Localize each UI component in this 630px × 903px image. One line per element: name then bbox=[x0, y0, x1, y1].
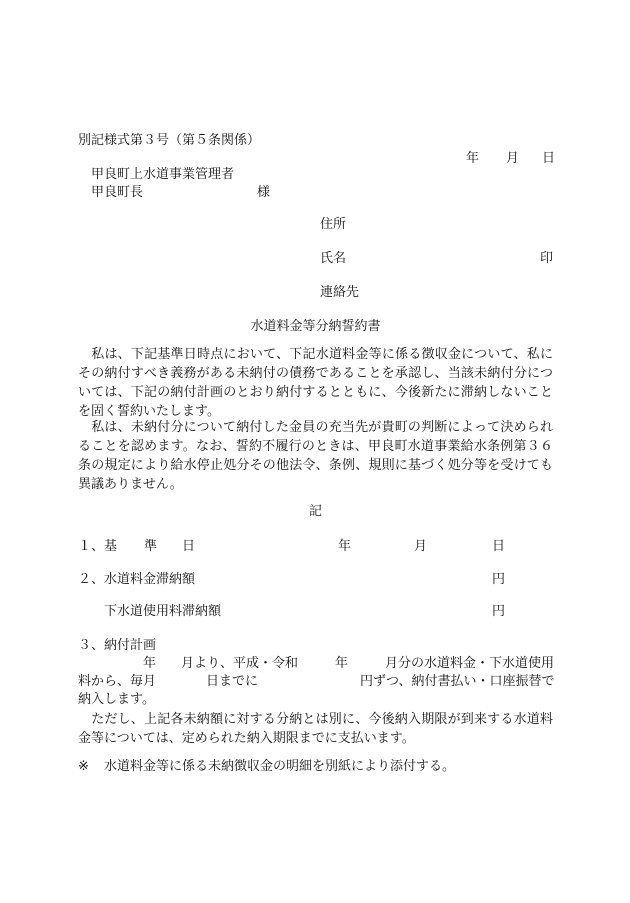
item2b-label: 下水道使用料滞納額 bbox=[104, 604, 222, 619]
item3-number: ３、 bbox=[78, 638, 105, 653]
footnote-text: 水道料金等に係る未納徴収金の明細を別紙により添付する。 bbox=[104, 759, 456, 774]
date-day-label: 日 bbox=[542, 151, 556, 166]
item1-month-label: 月 bbox=[414, 539, 428, 554]
seal-label: 印 bbox=[540, 251, 554, 266]
addressee-line1: 甲良町上水道事業管理者 bbox=[91, 167, 235, 182]
plan-line2-head: 料から、毎月 bbox=[78, 674, 157, 689]
document-title: 水道料金等分納誓約書 bbox=[250, 319, 381, 334]
item3-label: 納付計画 bbox=[104, 638, 157, 653]
item1-label-char3: 日 bbox=[182, 539, 196, 554]
body-paragraph-1: 私は、下記基準日時点において、下記水道料金等に係る徴収金について、私にその納付すべき義務がある未納付の債務であることを承認し、当該未納付分については、下記の納付計画のとおり納付するとともに、今後新たに滞納しないことを固く誓約いたします。 bbox=[78, 347, 553, 419]
ki-heading: 記 bbox=[308, 504, 322, 519]
form-number: 別記様式第３号（第５条関係） bbox=[78, 133, 261, 148]
plan-line3: 納入します。 bbox=[78, 692, 155, 707]
plan-line1-month-from: 月より、平成・令和 bbox=[181, 656, 299, 671]
date-month-label: 月 bbox=[506, 151, 520, 166]
plan-line1-tail: 月分の水道料金・下水道使用 bbox=[385, 656, 555, 671]
name-label: 氏名 bbox=[320, 251, 347, 266]
body-paragraph-2: 私は、未納付分について納付した金員の充当先が貴町の判断によって決められることを認めます。なお、誓約不履行のときは、甲良町水道事業給水条例第３６条の規定により給水停止処分その他法令、条例、規則に基づく処分等を受けても異議ありません。 bbox=[78, 420, 553, 492]
plan-line1-year2: 年 bbox=[335, 656, 349, 671]
item1-label-char2: 準 bbox=[144, 539, 158, 554]
item1-day-label: 日 bbox=[492, 539, 506, 554]
plan-line1-year: 年 bbox=[143, 656, 157, 671]
plan-line2-day: 日までに bbox=[206, 674, 259, 689]
addressee-honorific: 様 bbox=[257, 185, 271, 200]
item2-unit: 円 bbox=[492, 572, 506, 587]
item2b-unit: 円 bbox=[492, 604, 506, 619]
item1-number: １、 bbox=[78, 539, 105, 554]
item1-label-char1: 基 bbox=[104, 539, 118, 554]
plan-line2-tail: 円ずつ、納付書払い・口座振替で bbox=[360, 674, 555, 689]
address-label: 住所 bbox=[320, 217, 347, 232]
addressee-line2: 甲良町長 bbox=[91, 185, 144, 200]
contact-label: 連絡先 bbox=[320, 285, 360, 300]
plan-note: ただし、上記各未納額に対する分納とは別に、今後納入期限が到来する水道料金等については、定められた納入期限までに支払います。 bbox=[78, 712, 553, 746]
date-year-label: 年 bbox=[466, 151, 480, 166]
item1-year-label: 年 bbox=[338, 539, 352, 554]
item2-number: ２、 bbox=[78, 572, 105, 587]
item2-label: 水道料金滞納額 bbox=[104, 572, 196, 587]
footnote-mark: ※ bbox=[78, 759, 89, 774]
